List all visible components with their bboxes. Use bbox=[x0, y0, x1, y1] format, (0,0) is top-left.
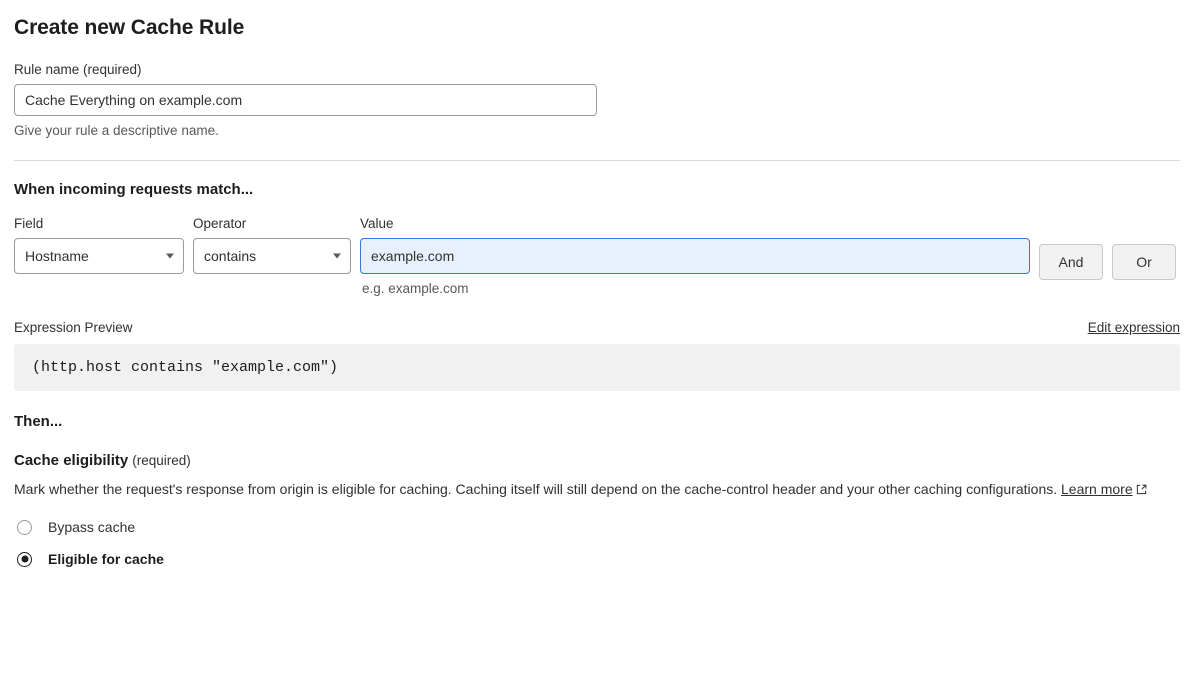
logic-buttons bbox=[1039, 216, 1176, 280]
description-text: Mark whether the request's response from origin is eligible for caching. Caching itself will still depend on the cache-control header and your other caching configurations. bbox=[14, 481, 1062, 497]
field-select[interactable] bbox=[14, 238, 184, 274]
then-heading: Then... bbox=[14, 413, 63, 430]
rule-name-group bbox=[14, 62, 1180, 138]
rule-name-help: Give your rule a descriptive name. bbox=[14, 123, 219, 138]
expression-preview-label: Expression Preview bbox=[14, 320, 133, 335]
operator-label: Operator bbox=[193, 216, 247, 231]
field-select-value: Hostname bbox=[25, 248, 89, 264]
expression-header bbox=[14, 320, 1180, 335]
chevron-down-icon bbox=[166, 254, 174, 259]
radio-icon bbox=[17, 520, 32, 535]
radio-selected-icon bbox=[17, 552, 32, 567]
and-button[interactable]: And bbox=[1039, 244, 1103, 280]
cache-eligibility-description bbox=[14, 479, 1174, 501]
value-input[interactable] bbox=[360, 238, 1030, 274]
operator-column bbox=[193, 216, 351, 274]
chevron-down-icon bbox=[333, 254, 341, 259]
learn-more-link[interactable]: Learn more bbox=[1061, 481, 1133, 497]
radio-bypass-cache-label: Bypass cache bbox=[48, 519, 136, 535]
value-hint: e.g. example.com bbox=[362, 281, 469, 296]
expression-preview-box bbox=[14, 344, 1180, 391]
field-label: Field bbox=[14, 216, 44, 231]
section-divider bbox=[14, 160, 1180, 161]
rule-name-input[interactable] bbox=[14, 84, 597, 116]
match-row bbox=[14, 216, 1180, 296]
cache-eligibility-title: Cache eligibility bbox=[14, 452, 129, 469]
operator-select-value: contains bbox=[204, 248, 257, 264]
or-button[interactable]: Or bbox=[1112, 244, 1176, 280]
expression-preview-text: (http.host contains "example.com") bbox=[32, 359, 339, 376]
value-column bbox=[360, 216, 1030, 296]
radio-bypass-cache[interactable] bbox=[14, 519, 1180, 535]
rule-name-label: Rule name (required) bbox=[14, 62, 142, 77]
operator-select[interactable] bbox=[193, 238, 351, 274]
value-label: Value bbox=[360, 216, 394, 231]
field-column bbox=[14, 216, 184, 274]
radio-eligible-for-cache-label: Eligible for cache bbox=[48, 551, 164, 567]
page-title: Create new Cache Rule bbox=[14, 16, 245, 39]
edit-expression-link[interactable]: Edit expression bbox=[1087, 320, 1180, 335]
cache-eligibility-heading bbox=[14, 452, 1180, 469]
cache-eligibility-required: (required) bbox=[132, 453, 191, 468]
radio-eligible-for-cache[interactable] bbox=[14, 551, 1180, 567]
external-link-icon bbox=[1136, 480, 1147, 501]
match-section-heading: When incoming requests match... bbox=[14, 181, 254, 198]
